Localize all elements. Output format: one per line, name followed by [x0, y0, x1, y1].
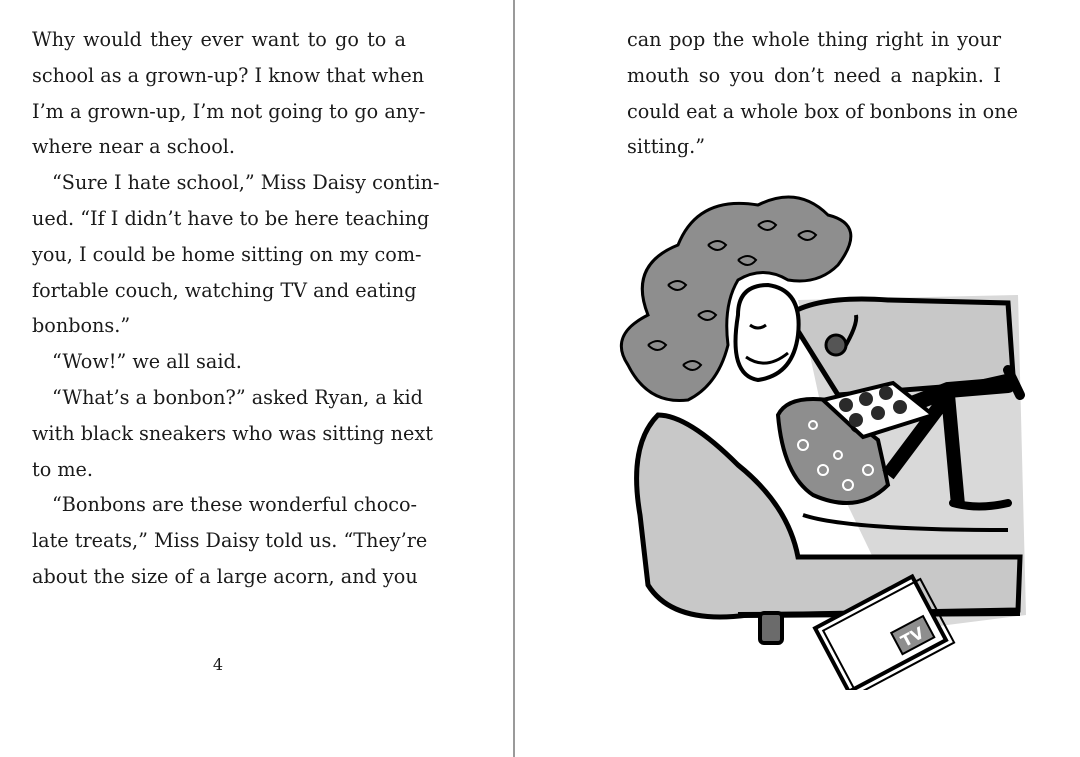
woman-on-couch-eating-bonbons-illustration: [588, 185, 1038, 690]
text-line: about the size of a large acorn, and you: [32, 564, 418, 588]
text-line: bonbons.”: [32, 314, 131, 338]
shoe: [953, 503, 1008, 507]
right-page-text: [627, 22, 1018, 165]
couch-leg: [760, 613, 782, 643]
text-line: fortable couch, watching TV and eating: [32, 278, 417, 302]
text-line: sitting.”: [627, 135, 706, 159]
left-page-text: [32, 22, 440, 595]
text-line: late treats,” Miss Daisy told us. “They’re: [32, 529, 428, 553]
text-line: “Bonbons are these wonderful choco-: [52, 493, 418, 517]
text-line: ued. “If I didn’t have to be here teaching: [32, 206, 430, 230]
text-line: you, I could be home sitting on my com-: [32, 242, 422, 266]
text-line: with black sneakers who was sitting next: [32, 421, 433, 445]
text-line: to me.: [32, 457, 94, 481]
face: [736, 285, 799, 380]
page-gutter: [513, 0, 515, 757]
text-line: “Wow!” we all said.: [52, 350, 242, 374]
page-number: 4: [212, 655, 224, 674]
held-bonbon: [826, 335, 846, 355]
text-line: school as a grown-up? I know that when: [32, 63, 425, 87]
right-page: [627, 22, 1018, 165]
text-line: could eat a whole box of bonbons in one: [627, 99, 1018, 123]
text-line: where near a school.: [32, 135, 236, 159]
text-line: mouth so you don’t need a napkin. I: [627, 63, 1001, 87]
text-line: “What’s a bonbon?” asked Ryan, a kid: [52, 385, 423, 409]
text-line: “Sure I hate school,” Miss Daisy contin-: [52, 171, 440, 195]
text-line: I’m a grown-up, I’m not going to go any-: [32, 99, 426, 123]
left-page: [32, 22, 440, 595]
magazine-title: TV: [897, 623, 928, 651]
text-line: Why would they ever want to go to a: [32, 28, 406, 51]
text-line: can pop the whole thing right in your: [627, 28, 1001, 51]
